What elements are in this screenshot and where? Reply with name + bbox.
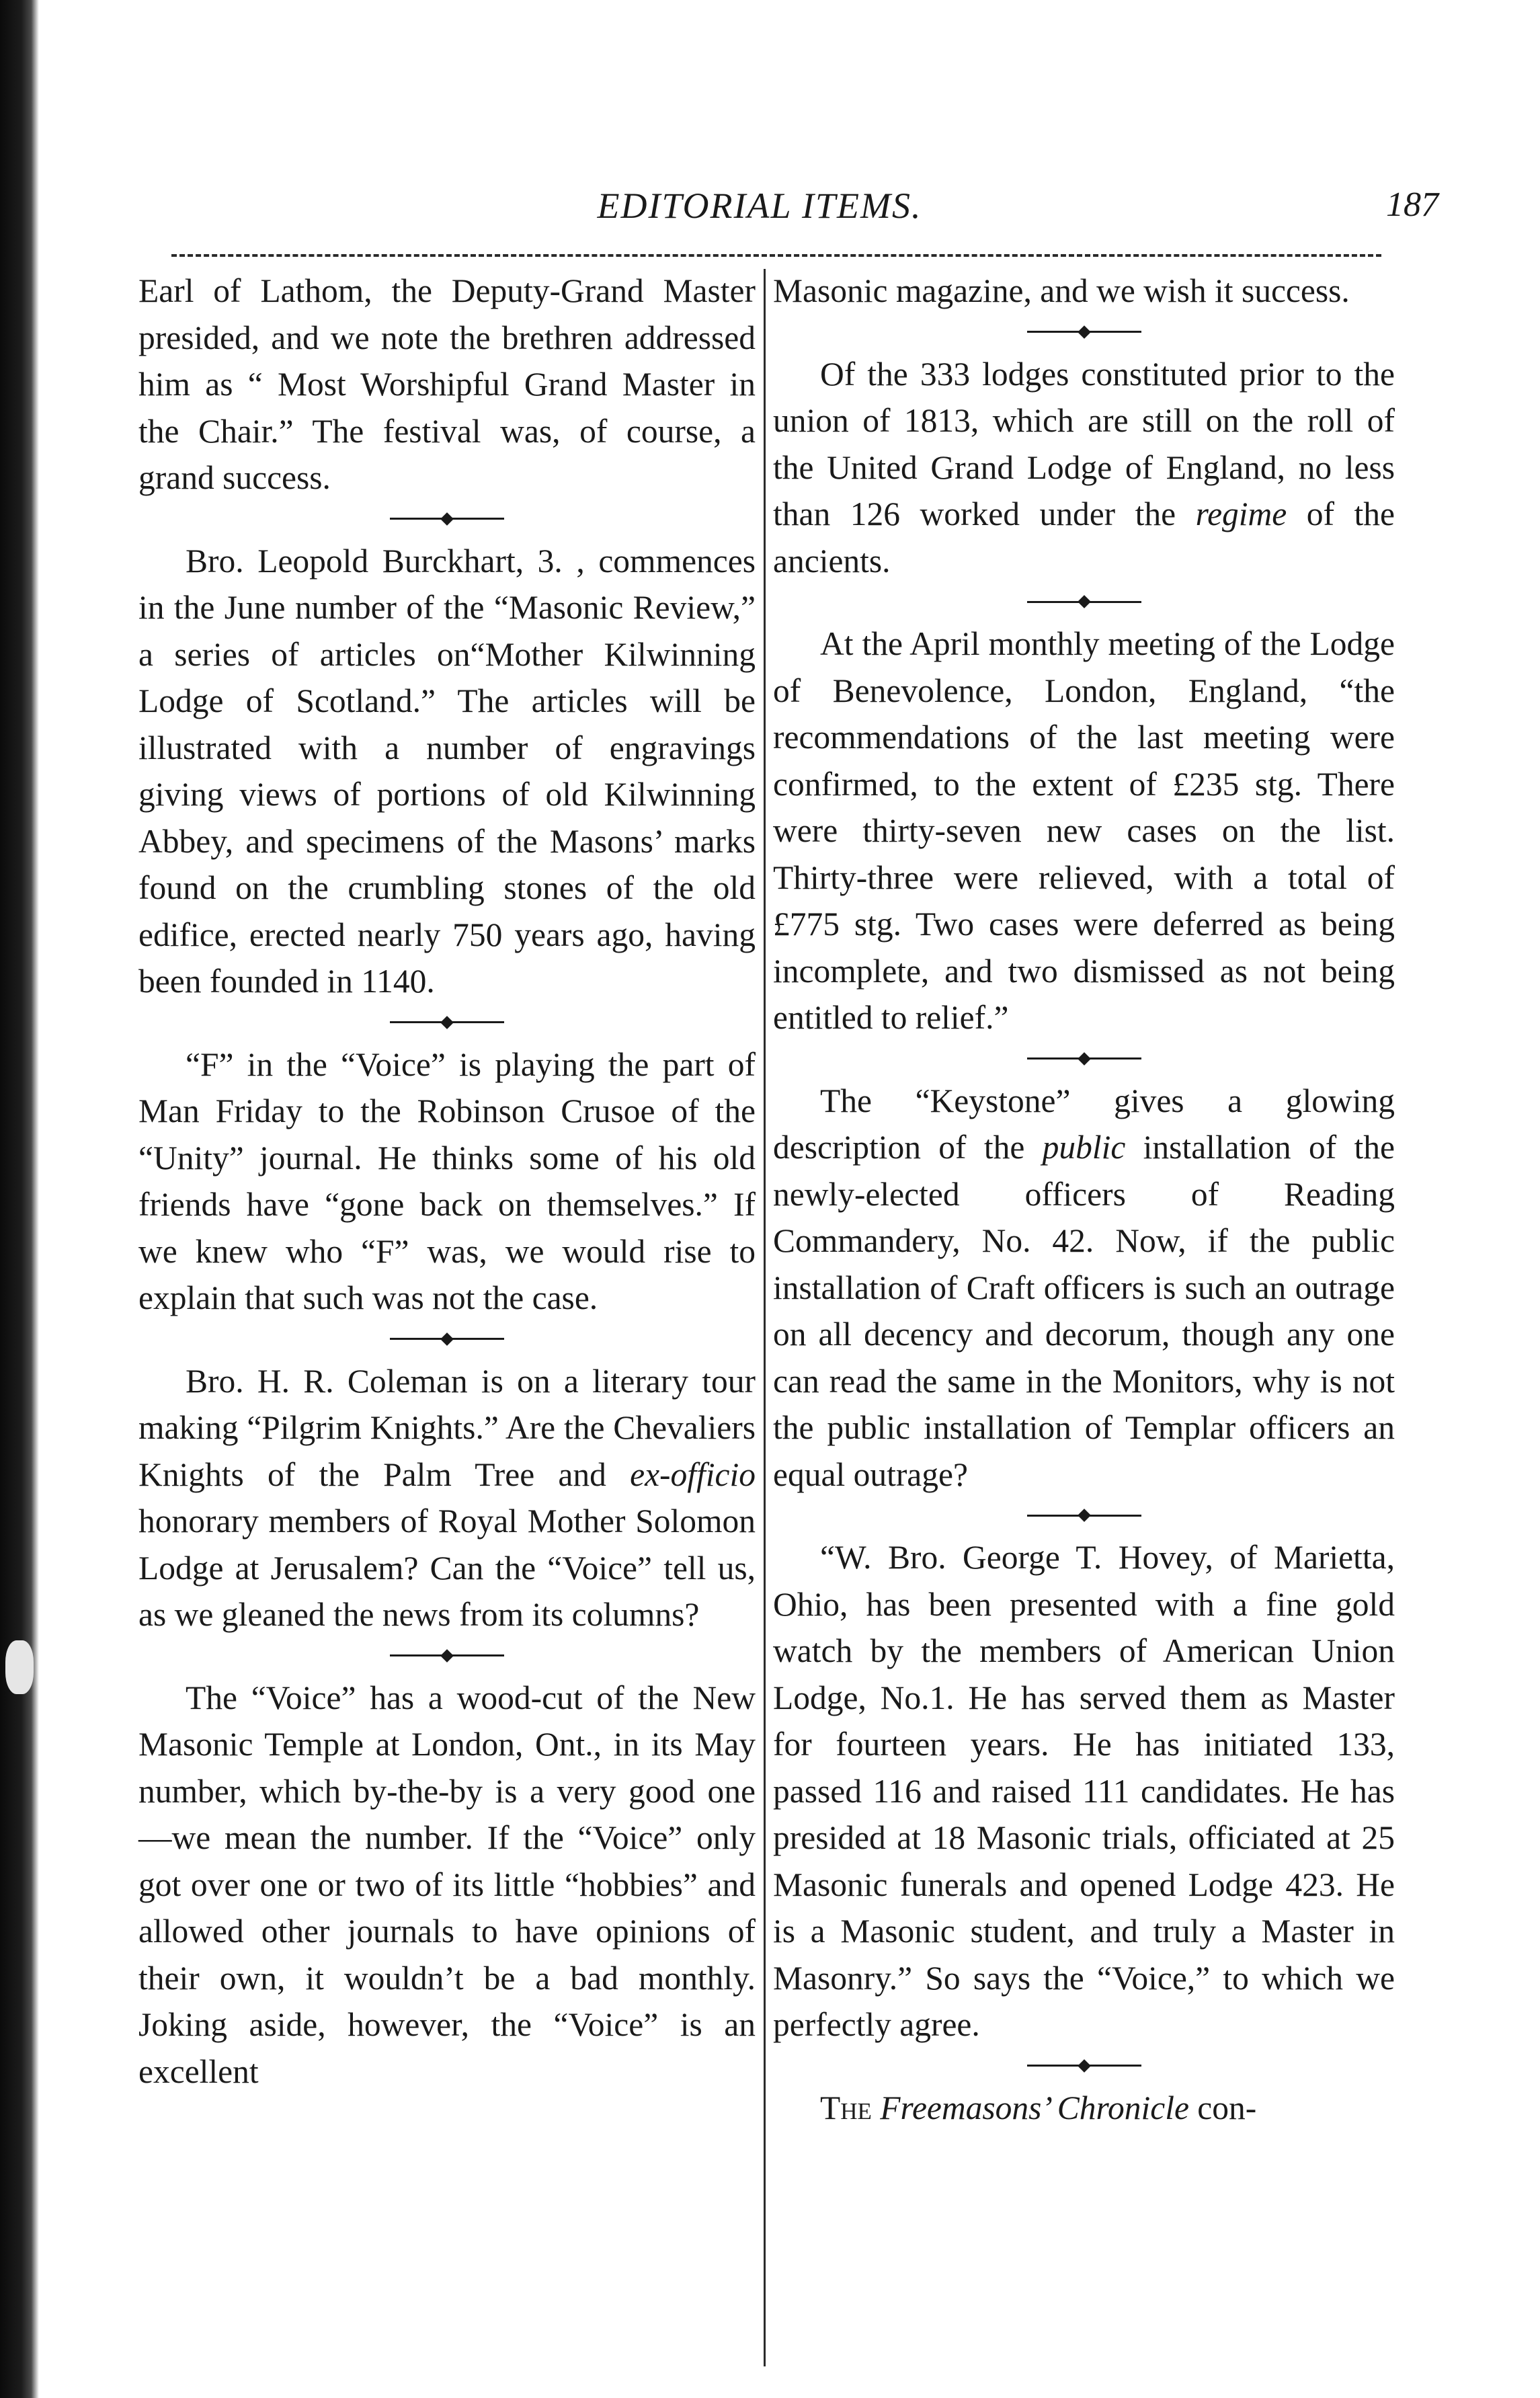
left-column: [138, 268, 756, 2095]
paragraph: The “Voice” has a wood-cut of the New Masonic Temple at London, Ont., in its May number, which by-the-by is a very good one—we mean the number. If the “Voice” only got over one or two of its little “hobbies” and allowed other journals to have opinions of their own, it wouldn’t be a bad monthly. Joking aside, however, the “Voice” is an excellent: [138, 1679, 756, 2090]
scan-artifact: [5, 1640, 34, 1694]
paragraph: [773, 1078, 1395, 1498]
italic-term: public: [1042, 1129, 1126, 1166]
paragraph: [138, 1358, 756, 1638]
paragraph: At the April monthly meeting of the Lodge of Benevolence, London, England, “the recommendations of the last meeting were confirmed, to the extent of £235 stg. There were thirty-seven new cases on the list. Thirty-three were relieved, with a total of £775 stg. Two cases were deferred as being incomplete, and two dismissed as not being entitled to relief.”: [773, 625, 1395, 1036]
paragraph: [773, 351, 1395, 585]
section-separator: [138, 1008, 756, 1037]
section-separator: [773, 1044, 1395, 1074]
running-title: EDITORIAL ITEMS.: [597, 186, 922, 226]
paragraph: Masonic magazine, and we wish it success.: [773, 272, 1350, 309]
paragraph-text: of the ancients.: [773, 495, 1395, 579]
page-header: [81, 185, 1438, 239]
italic-term: ex-officio: [630, 1455, 756, 1493]
lead-word: The: [820, 2089, 872, 2126]
section-separator: [773, 2051, 1395, 2081]
section-separator: [773, 587, 1395, 616]
page-number: 187: [1386, 186, 1438, 224]
paragraph: “W. Bro. George T. Hovey, of Marietta, Ohio, has been presented with a fine gold watch by the members of American Union Lodge, No.1. He has served them as Master for fourteen years. He has initiated 133, passed 116 and raised 111 candidates. He has presided at 18 Masonic trials, officiated at 25 Masonic funerals and opened Lodge 423. He is a Masonic student, and truly a Master in Masonry.” So says the “Voice,” to which we perfectly agree.: [773, 1539, 1395, 2043]
paragraph-text: The “Keystone” gives a glowing description of the: [773, 1082, 1395, 1166]
section-separator: [773, 317, 1395, 347]
paragraph-text: honorary members of Royal Mother Solomon Lodge at Jerusalem? Can the “Voice” tell us, as we gleaned the news from its columns?: [138, 1503, 756, 1633]
paragraph-text: Bro. H. R. Coleman is on a literary tour making “Pilgrim Knights.” Are the Chevaliers Knights of the Palm Tree and: [138, 1362, 756, 1493]
section-separator: [138, 1641, 756, 1671]
right-column: [773, 268, 1395, 2131]
paragraph-text: con-: [1188, 2089, 1257, 2126]
paragraph: Earl of Lathom, the Deputy-Grand Master presided, and we note the brethren addressed him as “ Most Worshipful Grand Master in the Chair.” The festival was, of course, a grand success.: [138, 272, 756, 496]
section-separator: [773, 1501, 1395, 1530]
italic-title: Freemasons’ Chronicle: [880, 2089, 1189, 2126]
column-divider: [764, 269, 766, 2366]
paragraph: [773, 2085, 1395, 2132]
italic-term: regime: [1195, 495, 1287, 532]
scan-binding-edge: [0, 0, 39, 2398]
paragraph: “F” in the “Voice” is playing the part of Man Friday to the Robinson Crusoe of the “Unity” journal. He thinks some of his old friends have “gone back on themselves.” If we knew who “F” was, we would rise to explain that such was not the case.: [138, 1045, 756, 1316]
section-separator: [138, 1324, 756, 1354]
section-separator: [138, 504, 756, 534]
paragraph-text: installation of the newly-elected officers of Reading Commandery, No. 42. Now, if the public installation of Craft officers is such an outrage on all decency and decorum, though any one can read the same in the Monitors, why is not the public installation of Templar officers an equal outrage?: [773, 1129, 1395, 1493]
paragraph-text: Of the 333 lodges constituted prior to the union of 1813, which are still on the roll of the United Grand Lodge of England, no less than 126 worked under the: [773, 355, 1395, 532]
header-rule: [171, 254, 1381, 257]
paragraph: Bro. Leopold Burckhart, 3. , commences in the June number of the “Masonic Review,” a series of articles on“Mother Kilwinning Lodge of Scotland.” The articles will be illustrated with a number of engravings giving views of portions of old Kilwinning Abbey, and specimens of the Masons’ marks found on the crumbling stones of the old edifice, erected nearly 750 years ago, having been founded in 1140.: [138, 542, 756, 1000]
